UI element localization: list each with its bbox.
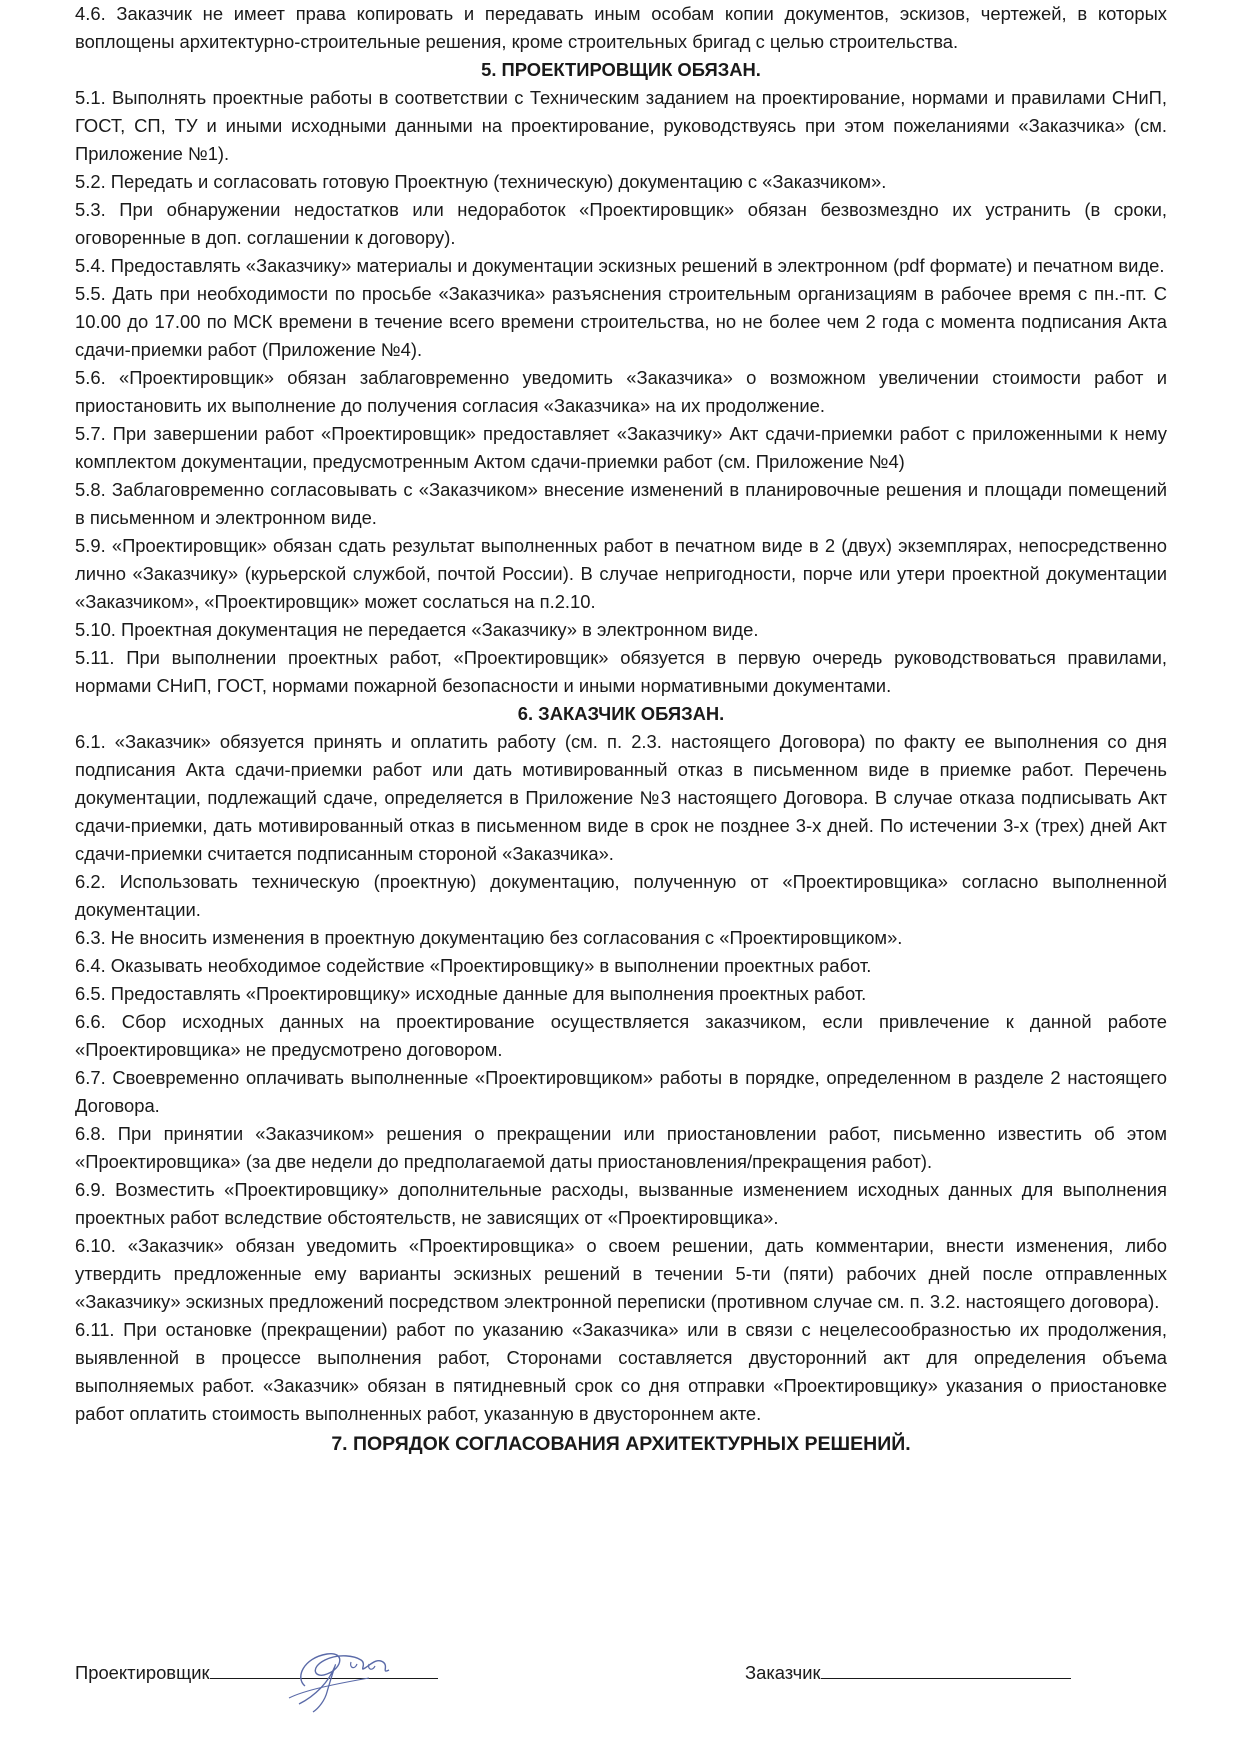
paragraph-6-7: 6.7. Своевременно оплачивать выполненные «Проектировщиком» работы в порядке, определенном в разделе 2 настоящего Договора.: [75, 1067, 1167, 1116]
paragraph-5-9: 5.9. «Проектировщик» обязан сдать результат выполненных работ в печатном виде в 2 (двух) экземплярах, непосредственно лично «Заказчику» (курьерской службой, почтой России). В случае непригодности, порче или утери проектной документации «Заказчиком», «Проектировщик» может сослаться на п.2.10.: [75, 535, 1167, 612]
section-7-title: 7. ПОРЯДОК СОГЛАСОВАНИЯ АРХИТЕКТУРНЫХ РЕШЕНИЙ.: [331, 1433, 911, 1455]
paragraph-5-5: 5.5. Дать при необходимости по просьбе «Заказчика» разъяснения строительным организациям в рабочее время с пн.-пт. С 10.00 до 17.00 по МСК времени в течение всего времени строительства, но не более чем 2 года с момента подписания Акта сдачи-приемки работ (Приложение №4).: [75, 283, 1167, 360]
paragraph-5-2: 5.2. Передать и согласовать готовую Проектную (техническую) документацию с «Заказчиком».: [75, 171, 887, 192]
paragraph-5-11: 5.11. При выполнении проектных работ, «Проектировщик» обязуется в первую очередь руководствоваться правилами, нормами СНиП, ГОСТ, нормами пожарной безопасности и иными нормативными документами.: [75, 647, 1167, 696]
customer-label: Заказчик: [745, 1662, 821, 1683]
section-6-title: 6. ЗАКАЗЧИК ОБЯЗАН.: [517, 703, 725, 724]
paragraph-5-1: 5.1. Выполнять проектные работы в соответствии с Техническим заданием на проектирование, нормами и правилами СНиП, ГОСТ, СП, ТУ и иными исходными данными на проектирование, руководствуясь при этом пожеланиями «Заказчика» (см. Приложение №1).: [75, 87, 1167, 164]
paragraph-5-8: 5.8. Заблаговременно согласовывать с «Заказчиком» внесение изменений в планировочные решения и площади помещений в письменном и электронном виде.: [75, 479, 1167, 528]
paragraph-6-3: 6.3. Не вносить изменения в проектную документацию без согласования с «Проектировщиком».: [75, 927, 903, 948]
paragraph-6-8: 6.8. При принятии «Заказчиком» решения о прекращении или приостановлении работ, письменно известить об этом «Проектировщика» (за две недели до предполагаемой даты приостановления/прекращения работ).: [75, 1123, 1167, 1172]
paragraph-5-6: 5.6. «Проектировщик» обязан заблаговременно уведомить «Заказчика» о возможном увеличении стоимости работ и приостановить их выполнение до получения согласия «Заказчика» на их продолжение.: [75, 367, 1167, 416]
paragraph-6-9: 6.9. Возместить «Проектировщику» дополнительные расходы, вызванные изменением исходных данных для выполнения проектных работ вследствие обстоятельств, не зависящих от «Проектировщика».: [75, 1179, 1167, 1228]
customer-signature: [745, 1660, 1071, 1684]
section-5-title: 5. ПРОЕКТИРОВЩИК ОБЯЗАН.: [481, 59, 761, 80]
paragraph-6-2: 6.2. Использовать техническую (проектную) документацию, полученную от «Проектировщика» согласно выполненной документации.: [75, 871, 1167, 920]
handwritten-signature: [265, 1638, 405, 1716]
paragraph-6-11: 6.11. При остановке (прекращении) работ по указанию «Заказчика» или в связи с нецелесообразностью их продолжения, выявленной в процессе выполнения работ, Сторонами составляется двусторонний акт для определения объема выполняемых работ. «Заказчик» обязан в пятидневный срок со дня отправки «Проектировщику» указания о приостановке работ оплатить стоимость выполненных работ, указанную в двустороннем акте.: [75, 1319, 1167, 1424]
paragraph-5-3: 5.3. При обнаружении недостатков или недоработок «Проектировщик» обязан безвозмездно их устранить (в сроки, оговоренные в доп. соглашении к договору).: [75, 199, 1167, 248]
paragraph-4-6: 4.6. Заказчик не имеет права копировать и передавать иным особам копии документов, эскизов, чертежей, в которых воплощены архитектурно-строительные решения, кроме строительных бригад с целью строительства.: [75, 3, 1167, 52]
paragraph-5-10: 5.10. Проектная документация не передается «Заказчику» в электронном виде.: [75, 619, 759, 640]
paragraph-6-1: 6.1. «Заказчик» обязуется принять и оплатить работу (см. п. 2.3. настоящего Договора) по факту ее выполнения со дня подписания Акта сдачи-приемки работ или дать мотивированный отказ в письменном виде в приемке работ. Перечень документации, подлежащий сдаче, определяется в Приложение №3 настоящего Договора. В случае отказа подписывать Акт сдачи-приемки, дать мотивированный отказ в письменном виде в срок не позднее 3-х дней. По истечении 3-х (трех) дней Акт сдачи-приемки считается подписанным стороной «Заказчика».: [75, 731, 1167, 864]
customer-signature-line: [821, 1660, 1071, 1679]
paragraph-6-4: 6.4. Оказывать необходимое содействие «Проектировщику» в выполнении проектных работ.: [75, 955, 872, 976]
signature-block: [75, 1660, 1167, 1730]
paragraph-6-6: 6.6. Сбор исходных данных на проектирование осуществляется заказчиком, если привлечение к данной работе «Проектировщика» не предусмотрено договором.: [75, 1011, 1167, 1060]
paragraph-5-7: 5.7. При завершении работ «Проектировщик» предоставляет «Заказчику» Акт сдачи-приемки работ с приложенными к нему комплектом документации, предусмотренным Актом сдачи-приемки работ (см. Приложение №4): [75, 423, 1167, 472]
paragraph-6-10: 6.10. «Заказчик» обязан уведомить «Проектировщика» о своем решении, дать комментарии, внести изменения, либо утвердить предложенные ему варианты эскизных решений в течении 5-ти (пяти) рабочих дней после отправленных «Заказчику» эскизных предложений посредством электронной переписки (противном случае см. п. 3.2. настоящего договора).: [75, 1235, 1167, 1312]
paragraph-6-5: 6.5. Предоставлять «Проектировщику» исходные данные для выполнения проектных работ.: [75, 983, 867, 1004]
paragraph-5-4: 5.4. Предоставлять «Заказчику» материалы и документации эскизных решений в электронном (pdf формате) и печатном виде.: [75, 255, 1165, 276]
document-page: [75, 0, 1167, 1458]
designer-label: Проектировщик: [75, 1662, 210, 1683]
